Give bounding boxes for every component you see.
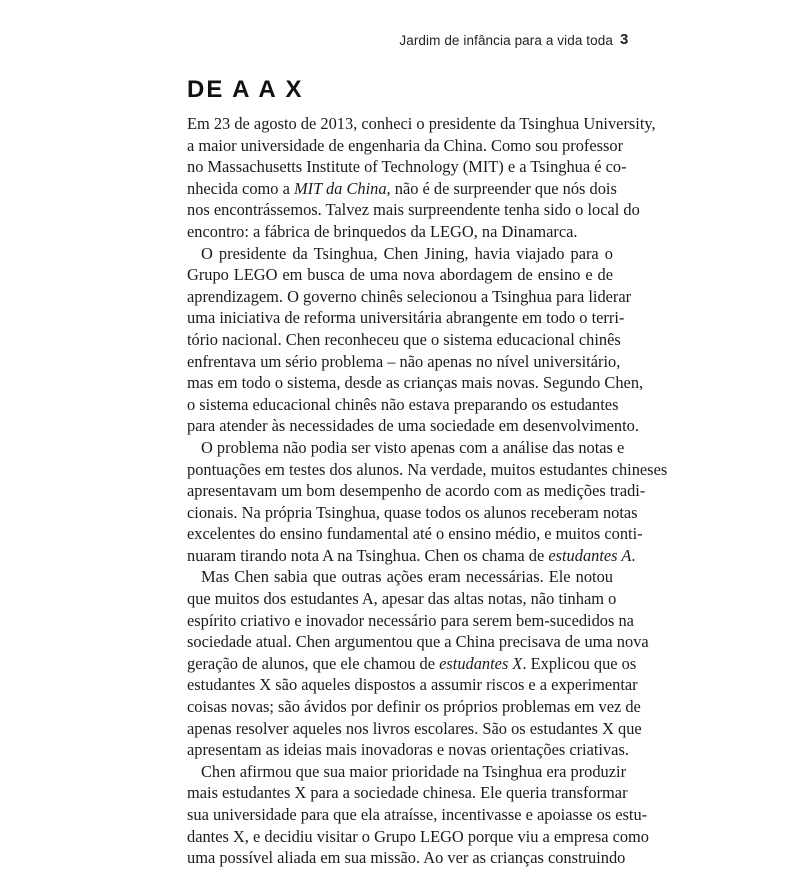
text-line: o sistema educacional chinês não estava preparando os estudantes [187,394,619,414]
text-fragment: nhecida como a [187,178,294,198]
text-line [187,178,617,200]
text-line [187,545,636,567]
text-fragment: nuaram tirando nota A na Tsinghua. Chen os chama de [187,545,549,565]
text-fragment: . Explicou que os [522,653,637,673]
text-line: aprendizagem. O governo chinês selecionou a Tsinghua para liderar [187,286,632,306]
text-fragment: geração de alunos, que ele chamou de [187,653,440,673]
text-line: pontuações em testes dos alunos. Na verdade, muitos estudantes chineses [187,459,668,479]
text-line: para atender às necessidades de uma sociedade em desenvolvimento. [187,416,639,436]
text-fragment: , não é de surpreender que nós dois [386,178,617,198]
text-line: sua universidade para que ela atraísse, incentivasse e apoiasse os estu- [187,805,648,824]
text-line: tório nacional. Chen reconheceu que o sistema educacional chinês [187,329,621,349]
body-text [187,113,668,869]
text-line: apresentam as ideias mais inovadoras e novas orientações criativas. [187,740,629,760]
text-line: O problema não podia ser visto apenas com a análise das notas e [201,437,625,457]
text-line: excelentes do ensino fundamental até o ensino médio, e muitos conti- [187,524,643,544]
text-line: que muitos dos estudantes A, apesar das altas notas, não tinham o [187,589,617,609]
paragraph-5 [187,761,649,869]
chapter-title: DE A A X [187,76,304,103]
text-line: apresentavam um bom desempenho de acordo com as medições tradi- [187,481,646,501]
paragraph-1 [187,113,656,243]
text-line: apenas resolver aqueles nos livros escolares. São os estudantes X que [187,718,642,738]
page-number: 3 [620,31,629,48]
text-line: Em 23 de agosto de 2013, conheci o presidente da Tsinghua University, [187,114,656,133]
text-line: coisas novas; são ávidos por definir os próprios problemas em vez de [187,697,641,717]
text-line: encontro: a fábrica de brinquedos da LEGO, na Dinamarca. [187,221,578,241]
text-line: no Massachusetts Institute of Technology (MIT) e a Tsinghua é co- [187,157,627,177]
text-line: dantes X, e decidiu visitar o Grupo LEGO porque viu a empresa como [187,826,649,846]
italic-term: estudantes X [439,653,523,673]
paragraph-3 [187,437,668,567]
text-fragment: . [631,545,636,565]
paragraph-4 [187,566,649,760]
text-line [187,653,637,675]
text-line: espírito criativo e inovador necessário para serem bem-sucedidos na [187,610,634,630]
text-line: mais estudantes X para a sociedade chinesa. Ele queria transformar [187,783,628,803]
text-line: O presidente da Tsinghua, Chen Jining, havia viajado para o [201,243,613,263]
running-head-title: Jardim de infância para a vida toda [399,33,613,48]
text-line: uma iniciativa de reforma universitária abrangente em todo o terri- [187,308,625,328]
text-line: sociedade atual. Chen argumentou que a China precisava de uma nova [187,632,649,652]
paragraph-2 [187,243,644,437]
text-line: uma possível aliada em sua missão. Ao ver as crianças construindo [187,848,626,868]
text-line: Mas Chen sabia que outras ações eram necessárias. Ele notou [201,567,613,587]
text-line: Grupo LEGO em busca de uma nova abordagem de ensino e de [187,265,613,285]
text-line: a maior universidade de engenharia da China. Como sou professor [187,135,624,155]
text-line: cionais. Na própria Tsinghua, quase todos os alunos receberam notas [187,502,638,522]
text-line: estudantes X são aqueles dispostos a assumir riscos e a experimentar [187,675,638,695]
italic-term: estudantes A [548,545,632,565]
text-line: enfrentava um sério problema – não apenas no nível universitário, [187,351,621,371]
text-line: mas em todo o sistema, desde as crianças mais novas. Segundo Chen, [187,373,644,393]
text-line: nos encontrássemos. Talvez mais surpreendente tenha sido o local do [187,200,640,220]
text-line: Chen afirmou que sua maior prioridade na Tsinghua era produzir [201,761,627,781]
italic-term: MIT da China [293,178,387,198]
